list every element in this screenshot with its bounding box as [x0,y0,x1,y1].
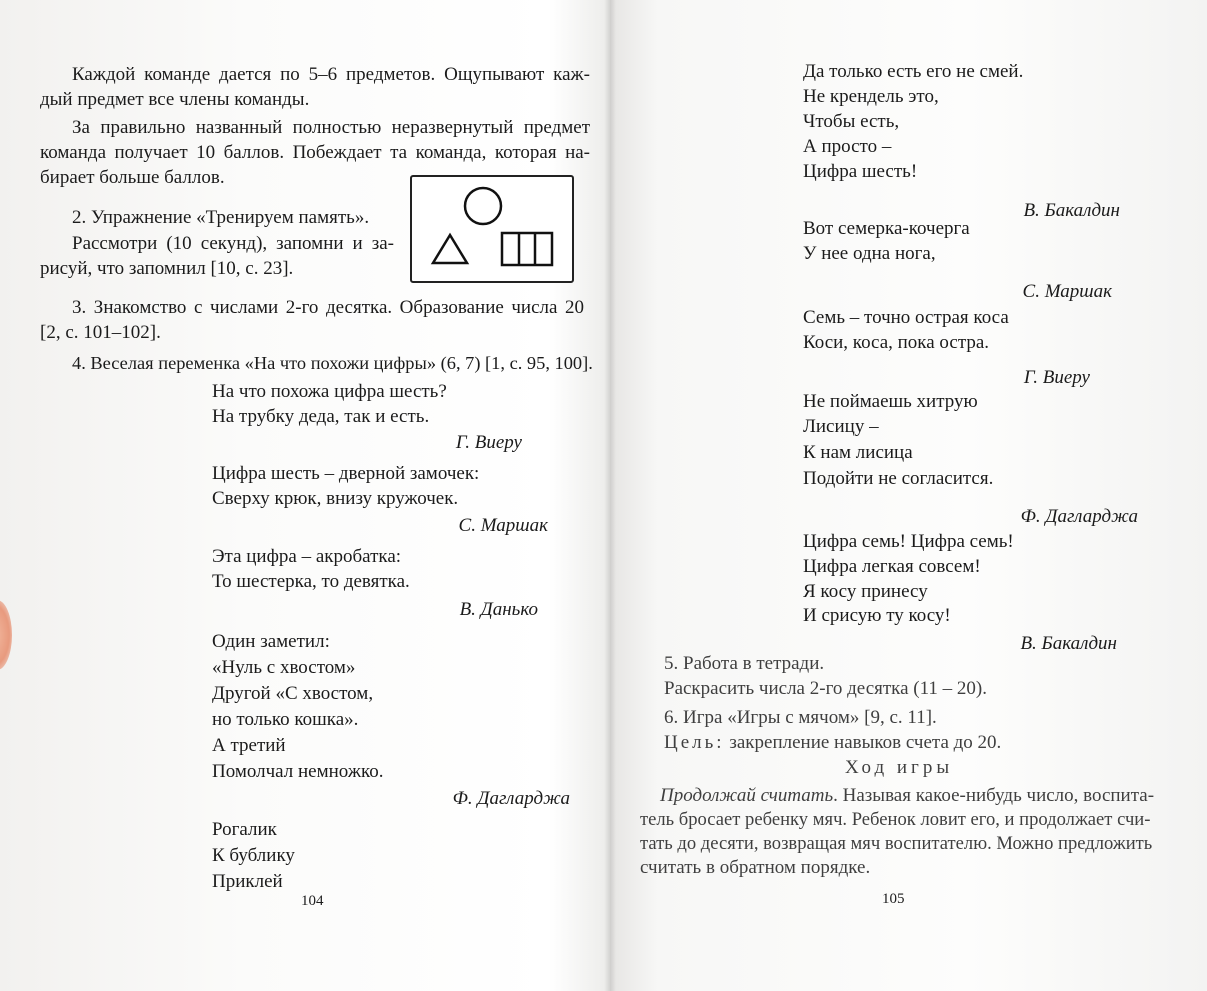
poem-4-author: Ф. Дагларджа [452,788,570,809]
page-number-left: 104 [301,893,324,909]
scoring-line-2: команда получает 10 баллов. Побеждает та команда, которая на- [40,142,590,163]
poem-8-author: Ф. Дагларджа [1020,506,1138,527]
poem-5-cont-line-2: Не крендель это, [803,86,939,107]
poem-9-line-1: Цифра семь! Цифра семь! [803,531,1014,552]
exercise-3-line-2: [2, с. 101–102]. [40,322,161,343]
goal-text: закрепление навыков счета до 20. [729,732,1002,753]
exercise-5-line: Раскрасить числа 2-го десятка (11 – 20). [664,678,988,699]
poem-9-author: В. Бакалдин [1020,633,1117,654]
game-lead: Продолжай считать [660,785,834,806]
poem-5-author: В. Бакалдин [1023,200,1120,221]
poem-7-author: Г. Виеру [1023,367,1090,388]
poem-7-line-1: Семь – точно острая коса [803,307,1009,328]
poem-5-line-1: Рогалик [212,819,277,840]
poem-2-line-1: Цифра шесть – дверной замочек: [212,463,480,484]
memory-figure [410,175,574,283]
game-line-1-rest: . Называя какое-нибудь число, воспита- [833,785,1155,806]
game-heading: Ход игры [845,757,954,778]
exercise-2-line-2: рисуй, что запомнил [10, с. 23]. [40,258,294,279]
page-number-right: 105 [882,891,905,907]
poem-1-author: Г. Виеру [455,432,522,453]
exercise-3-line-1: 3. Знакомство с числами 2-го десятка. Образование числа 20 [72,297,584,318]
goal-line [664,731,1001,755]
poem-5-cont-line-5: Цифра шесть! [803,161,918,182]
intro-line-1: Каждой команде дается по 5–6 предметов. Ощупывают каж- [72,64,590,85]
poem-6-line-1: Вот семерка-кочерга [803,218,970,239]
poem-4-line-3: Другой «С хвостом, [212,683,374,704]
game-line-4: считать в обратном порядке. [640,857,871,878]
game-line-1 [660,784,1154,808]
poem-9-line-3: Я косу принесу [803,581,928,602]
poem-4-line-6: Помолчал немножко. [212,761,384,782]
poem-7-line-2: Коси, коса, пока остра. [803,332,990,353]
poem-4-line-5: А третий [212,735,286,756]
game-line-3: тать до десяти, возвращая мяч воспитателю. Можно предложить [640,833,1153,854]
poem-2-author: С. Маршак [458,515,548,536]
poem-5-cont-line-3: Чтобы есть, [803,111,900,132]
poem-3-line-2: То шестерка, то девятка. [212,571,410,592]
exercise-6-title: 6. Игра «Игры с мячом» [9, с. 11]. [664,707,937,728]
poem-3-line-1: Эта цифра – акробатка: [212,546,402,567]
poem-9-line-4: И срисую ту косу! [803,605,951,626]
poem-4-line-1: Один заметил: [212,631,330,652]
goal-label: Цель: [664,732,725,753]
exercise-5-title: 5. Работа в тетради. [664,653,825,674]
poem-1-line-1: На что похожа цифра шесть? [212,381,447,402]
poem-4-line-2: «Нуль с хвостом» [212,657,356,678]
scoring-line-3: бирает больше баллов. [40,167,225,188]
poem-1-line-2: На трубку деда, так и есть. [212,406,430,427]
book-gutter [604,0,616,991]
poem-2-line-2: Сверху крюк, внизу кружочек. [212,488,459,509]
poem-5-line-3: Приклей [212,871,283,892]
exercise-4-line: 4. Веселая переменка «На что похожи цифры» (6, 7) [1, с. 95, 100]. [72,353,593,373]
poem-9-line-2: Цифра легкая совсем! [803,556,981,577]
exercise-2-title: 2. Упражнение «Тренируем память». [72,207,370,228]
poem-8-line-4: Подойти не согласится. [803,468,994,489]
exercise-2-line-1: Рассмотри (10 секунд), запомни и за- [72,233,394,254]
circle-shape [465,188,501,224]
poem-5-cont-line-4: А просто – [803,136,892,157]
poem-8-line-1: Не поймаешь хитрую [803,391,978,412]
poem-8-line-3: К нам лисица [803,442,913,463]
poem-5-cont-line-1: Да только есть его не смей. [803,61,1024,82]
three-cell-rectangle [502,233,552,265]
poem-8-line-2: Лисицу – [803,416,879,437]
scoring-line-1: За правильно названный полностью неразвернутый предмет [72,117,590,138]
poem-6-line-2: У нее одна нога, [803,243,936,264]
poem-4-line-4: но только кошка». [212,709,359,730]
poem-6-author: С. Маршак [1022,281,1112,302]
poem-3-author: В. Данько [459,599,538,620]
intro-line-2: дый предмет все члены команды. [40,89,310,110]
game-line-2: тель бросает ребенку мяч. Ребенок ловит его, и продолжает счи- [640,809,1151,830]
triangle-shape [433,235,467,263]
poem-5-line-2: К бублику [212,845,295,866]
